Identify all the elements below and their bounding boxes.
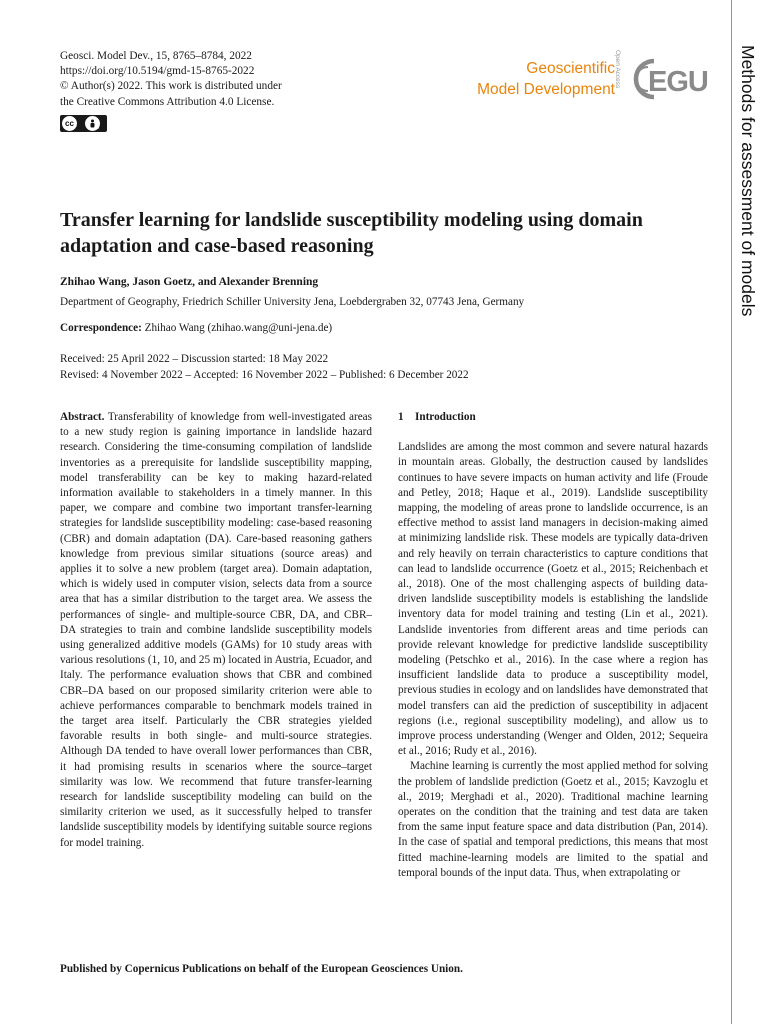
correspondence [60, 322, 332, 334]
abstract-text: Transferability of knowledge from well-investigated areas to a new study region is gaining importance in landslide hazard research. Considering the time-consuming compilation of landslide inventories as a prerequisite for landslide susceptibility mapping, model transferability can be key to making hazard-related information available to stakeholders in a timely manner. In this paper, we compare and combine two important transfer-learning strategies for landslide susceptibility modeling: case-based reasoning (CBR) and domain adaptation (DA). Care-based reasoning gathers knowledge from previous similar situations (source areas) and applies it to solve a new problem (target area). Domain adaptation, which is widely used in computer vision, selects data from a source area that has a similar distribution to the target area. We assess the performances of single- and multiple-source CBR, DA, and CBR–DA strategies to train and combine landslide susceptibility models using generalized additive models (GAMs) for 10 study areas with various resolutions (1, 10, and 25 m) located in Austria, Ecuador, and Italy. The performance evaluation shows that CBR and combined CBR–DA based on our proposed similarity criterion were able to achieve performances comparable to benchmark models trained in the target area itself. Particularly the CBR strategies yielded favorable results in both single- and multi-source strategies. Although DA tended to have overall lower performances than CBR, it had promising results in scenarios where the source–target similarity was low. We recommend that future transfer-learning research for landslide susceptibility modeling can build on the similarity criterion we used, as it successfully helped to transfer landslide susceptibility models by identifying suitable source regions for model training. [60, 411, 372, 849]
abstract [60, 410, 372, 851]
section-side-label-text: Methods for assessment of models [738, 45, 758, 317]
journal-name [420, 58, 615, 100]
section-side-label [730, 45, 768, 335]
journal-name-line1: Geoscientific [526, 60, 615, 77]
journal-name-line2: Model Development [477, 81, 615, 98]
intro-paragraph-2: Machine learning is currently the most applied method for solving the problem of landslide prediction (Goetz et al., 2015; Kavzoglu et al., 2019; Merghadi et al., 2020). Traditional machine learning operates on the condition that the training and test data are taken from the same input feature space and data distribution (Pan, 2014). In the case of spatial and temporal predictions, this means that most fitted machine-learning models are limited to the spatial and temporal bounds of the input data. Thus, when extrapolating or [398, 760, 708, 879]
correspondence-label: Correspondence: [60, 322, 142, 334]
cc-by-label: BY [94, 125, 100, 130]
section-heading [398, 410, 708, 425]
publisher-footer: Published by Copernicus Publications on behalf of the European Geosciences Union. [60, 963, 463, 975]
abstract-label: Abstract. [60, 411, 105, 423]
citation-block [60, 49, 282, 110]
creative-commons-icon: cc [62, 116, 77, 131]
received-dates: Received: 25 April 2022 – Discussion started: 18 May 2022 [60, 353, 329, 365]
section-number: 1 [398, 411, 404, 423]
journal-citation: Geosci. Model Dev., 15, 8765–8784, 2022 [60, 50, 252, 62]
introduction-section [398, 410, 708, 881]
open-access-label [614, 50, 630, 110]
author-list: Zhihao Wang, Jason Goetz, and Alexander Brenning [60, 276, 319, 288]
paper-title: Transfer learning for landslide susceptibility modeling using domain adaptation and case-based reasoning [60, 209, 643, 257]
intro-paragraph-1: Landslides are among the most common and severe natural hazards in mountain areas. Globally, the destruction caused by landslides continues to have severe impacts on human activity and life (Froude and Petley, 2018; Haque et al., 2019). Landslide susceptibility mapping, the modeling of areas prone to landslide occurrence, is an effective method to assist land managers in decision-making aimed at minimizing landslide risk. These models are typically data-driven and rely heavily on terrain characteristics to capture conditions that can lead to landslide occurrence (Goetz et al., 2015; Reichenbach et al., 2018). One of the most challenging aspects of building data-driven landslide susceptibility models is establishing the landslide inventory data for model training and testing (Lin et al., 2021). Landslide inventories from different areas and time periods can provide relevant knowledge for predictive landslide susceptibility modeling (Petschko et al., 2016). In the case where a region has insufficient landslide data to produce a susceptibility model, previous studies in ecology and on landslides have demonstrated that model transfers can aid the prediction of susceptibility in adjacent regions (i.e., regional susceptibility modeling), and allow us to improve process understanding (Wenger and Olden, 2012; Sequeira et al., 2016; Rudy et al., 2016). [398, 441, 708, 758]
copyright-line: © Author(s) 2022. This work is distributed under [60, 80, 282, 93]
open-access-text: Open Access [614, 50, 621, 89]
correspondence-contact[interactable]: Zhihao Wang (zhihao.wang@uni-jena.de) [141, 322, 333, 334]
license-line: the Creative Commons Attribution 4.0 License. [60, 95, 275, 108]
cc-by-license-badge[interactable] [60, 115, 107, 132]
publication-dates [60, 351, 469, 383]
revised-dates: Revised: 4 November 2022 – Accepted: 16 November 2022 – Published: 6 December 2022 [60, 369, 469, 381]
egu-logo-text: EGU [648, 66, 708, 98]
doi-link[interactable]: https://doi.org/10.5194/gmd-15-8765-2022 [60, 65, 255, 78]
affiliation: Department of Geography, Friedrich Schiller University Jena, Loebdergraben 32, 07743 Jena, Germany [60, 296, 525, 308]
section-title: Introduction [415, 411, 476, 423]
egu-logo [632, 55, 712, 103]
